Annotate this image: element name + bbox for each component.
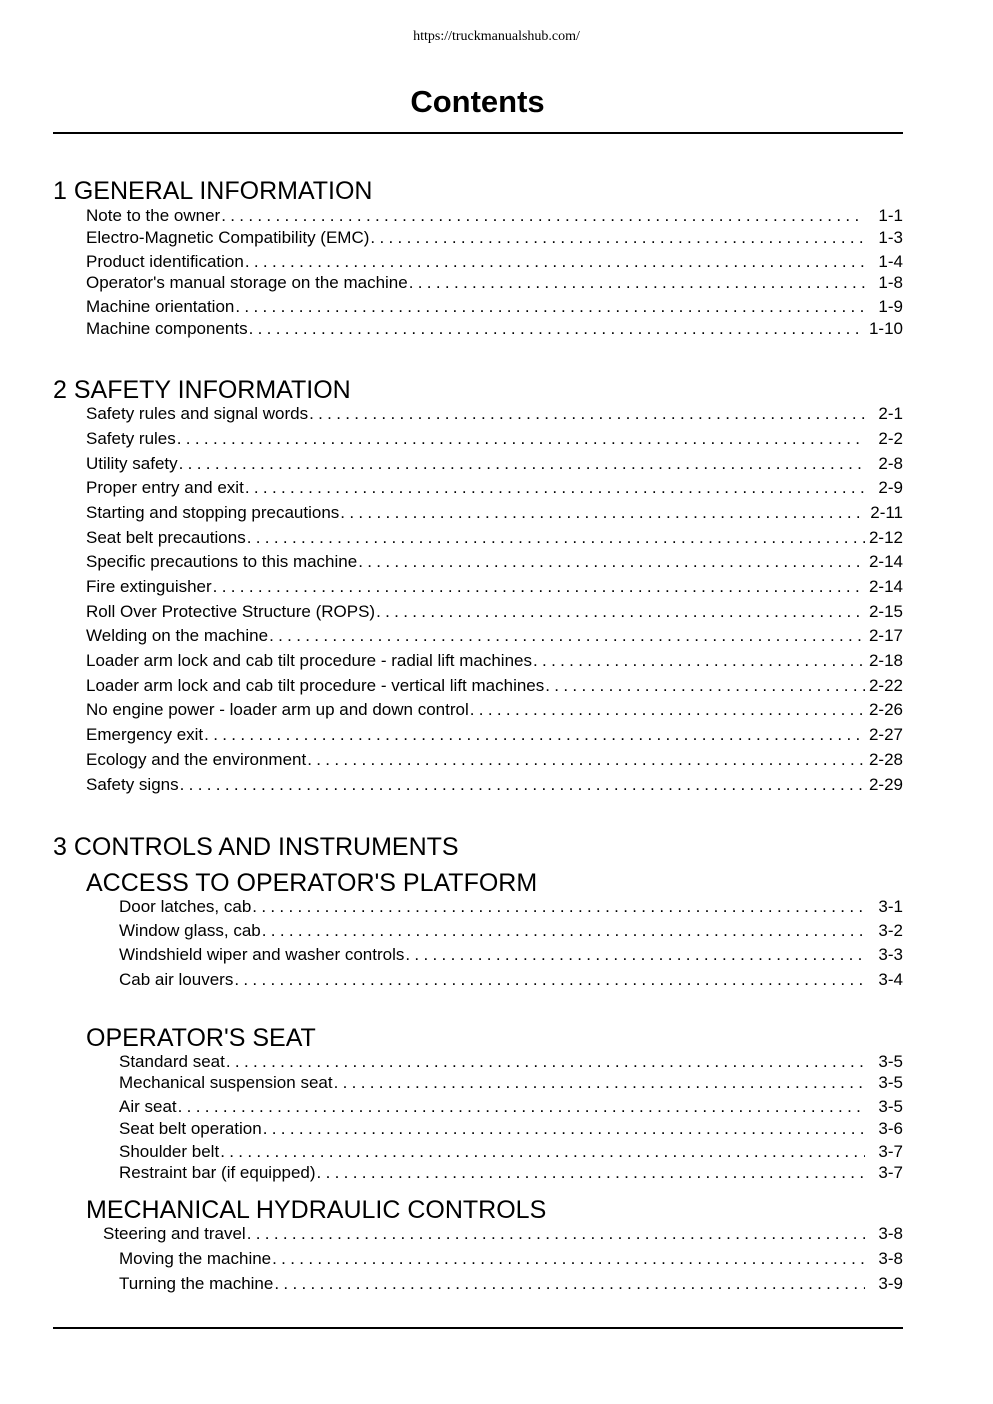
- toc-entry[interactable]: Product identification . . . 1-4: [86, 252, 903, 272]
- toc-entry[interactable]: Machine components . . . 1-10: [86, 319, 903, 339]
- toc-entry[interactable]: Windshield wiper and washer controls . . . 3-3: [119, 945, 903, 965]
- toc-entry[interactable]: Machine orientation . . . 1-9: [86, 297, 903, 317]
- subsection-heading-mechanical-hydraulic-controls: MECHANICAL HYDRAULIC CONTROLS: [86, 1196, 547, 1224]
- toc-entry[interactable]: Standard seat . . . 3-5: [119, 1052, 903, 1072]
- toc-entry[interactable]: Loader arm lock and cab tilt procedure - radial lift machines . . . 2-18: [86, 651, 903, 671]
- toc-entry[interactable]: No engine power - loader arm up and down control . . . 2-26: [86, 700, 903, 720]
- page-title: Contents: [410, 84, 545, 119]
- source-url: https://truckmanualshub.com/: [413, 29, 580, 44]
- subsection-heading-operators-seat: OPERATOR'S SEAT: [86, 1024, 316, 1052]
- toc-entry[interactable]: Cab air louvers . . . 3-4: [119, 970, 903, 990]
- toc-entry[interactable]: Proper entry and exit . . . 2-9: [86, 478, 903, 498]
- toc-entry[interactable]: Starting and stopping precautions . . . 2-11: [86, 503, 903, 523]
- toc-entry[interactable]: Turning the machine . . . 3-9: [119, 1274, 903, 1294]
- toc-entry[interactable]: Specific precautions to this machine . . . 2-14: [86, 552, 903, 572]
- toc-entry[interactable]: Steering and travel . . . 3-8: [103, 1224, 903, 1244]
- subsection-heading-access-to-operators-platform: ACCESS TO OPERATOR'S PLATFORM: [86, 869, 538, 897]
- section-heading-general-information: 1 GENERAL INFORMATION: [53, 177, 373, 205]
- toc-entry[interactable]: Emergency exit . . . 2-27: [86, 725, 903, 745]
- toc-entry[interactable]: Roll Over Protective Structure (ROPS) . . . 2-15: [86, 602, 903, 622]
- toc-entry[interactable]: Operator's manual storage on the machine . . . 1-8: [86, 273, 903, 293]
- toc-entry[interactable]: Safety signs . . . 2-29: [86, 775, 903, 795]
- toc-entry[interactable]: Ecology and the environment . . . 2-28: [86, 750, 903, 770]
- toc-entry[interactable]: Door latches, cab . . . 3-1: [119, 897, 903, 917]
- toc-entry[interactable]: Window glass, cab . . . 3-2: [119, 921, 903, 941]
- toc-entry[interactable]: Mechanical suspension seat . . . 3-5: [119, 1073, 903, 1093]
- toc-entry[interactable]: Restraint bar (if equipped) . . . 3-7: [119, 1163, 903, 1183]
- toc-entry[interactable]: Loader arm lock and cab tilt procedure - vertical lift machines . . . 2-22: [86, 676, 903, 696]
- toc-entry[interactable]: Moving the machine . . . 3-8: [119, 1249, 903, 1269]
- toc-entry[interactable]: Utility safety . . . 2-8: [86, 454, 903, 474]
- top-divider: [53, 132, 903, 134]
- bottom-divider: [53, 1327, 903, 1329]
- toc-entry[interactable]: Air seat . . . 3-5: [119, 1097, 903, 1117]
- toc-entry[interactable]: Note to the owner . . . 1-1: [86, 206, 903, 226]
- toc-entry[interactable]: Electro-Magnetic Compatibility (EMC) . . . 1-3: [86, 228, 903, 248]
- toc-entry[interactable]: Shoulder belt . . . 3-7: [119, 1142, 903, 1162]
- toc-entry[interactable]: Safety rules . . . 2-2: [86, 429, 903, 449]
- section-heading-controls-and-instruments: 3 CONTROLS AND INSTRUMENTS: [53, 833, 459, 861]
- toc-entry[interactable]: Seat belt operation . . . 3-6: [119, 1119, 903, 1139]
- toc-entry[interactable]: Seat belt precautions . . . 2-12: [86, 528, 903, 548]
- toc-entry[interactable]: Welding on the machine . . . 2-17: [86, 626, 903, 646]
- toc-entry[interactable]: Safety rules and signal words . . . 2-1: [86, 404, 903, 424]
- section-heading-safety-information: 2 SAFETY INFORMATION: [53, 376, 351, 404]
- toc-entry[interactable]: Fire extinguisher . . . 2-14: [86, 577, 903, 597]
